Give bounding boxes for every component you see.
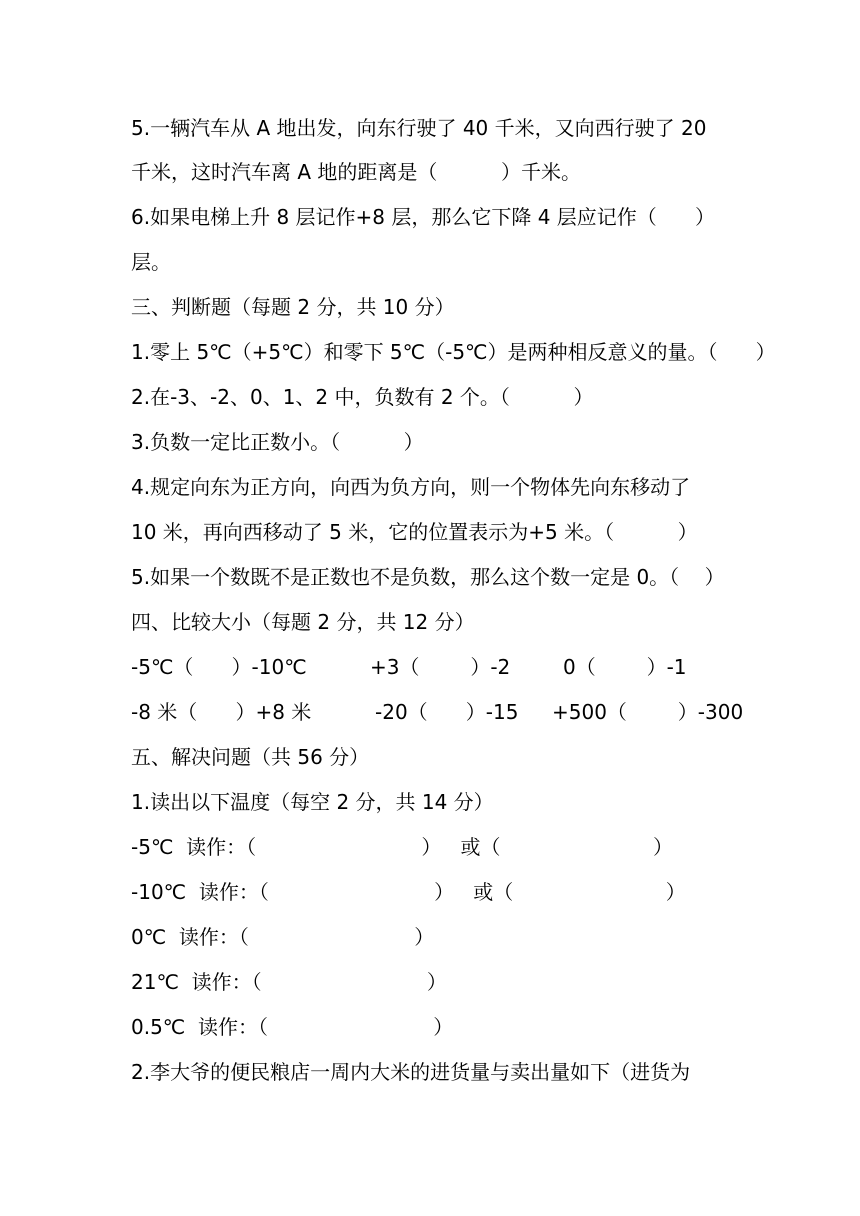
- reading-item: 0℃ 读作：（ ）: [131, 925, 435, 949]
- question-5-line-2: 千米，这时汽车离 A 地的距离是（ ）千米。: [131, 160, 581, 184]
- reading-item: -10℃ 读作：（ ） 或（ ）: [131, 880, 686, 904]
- question-5-line-1: 5.一辆汽车从 A 地出发，向东行驶了 40 千米，又向西行驶了 20: [131, 116, 707, 140]
- reading-item: 0.5℃ 读作：（ ）: [131, 1015, 454, 1039]
- judgement-2: 2.在-3、-2、0、1、2 中，负数有 2 个。（ ）: [131, 385, 594, 409]
- judgement-1: 1.零上 5℃（+5℃）和零下 5℃（-5℃）是两种相反意义的量。（ ）: [131, 340, 776, 364]
- reading-item: -5℃ 读作：（ ） 或（ ）: [131, 835, 674, 859]
- judgement-4-line-2: 10 米，再向西移动了 5 米，它的位置表示为+5 米。（ ）: [131, 520, 698, 544]
- compare-item: +500（ ）-300: [552, 700, 744, 724]
- compare-item: -20（ ）-15: [375, 700, 519, 724]
- problem-1-heading: 1.读出以下温度（每空 2 分，共 14 分）: [131, 790, 494, 814]
- compare-item: 0（ ）-1: [563, 655, 687, 679]
- section-heading-compare: 四、比较大小（每题 2 分，共 12 分）: [131, 610, 475, 634]
- section-heading-judgement: 三、判断题（每题 2 分，共 10 分）: [131, 295, 455, 319]
- judgement-3: 3.负数一定比正数小。（ ）: [131, 430, 424, 454]
- judgement-4-line-1: 4.规定向东为正方向，向西为负方向，则一个物体先向东移动了: [131, 475, 691, 499]
- compare-item: -5℃（ ）-10℃: [131, 655, 307, 679]
- compare-item: -8 米（ ）+8 米: [131, 700, 312, 724]
- reading-item: 21℃ 读作：（ ）: [131, 970, 447, 994]
- compare-item: +3（ ）-2: [370, 655, 511, 679]
- judgement-5: 5.如果一个数既不是正数也不是负数，那么这个数一定是 0。（ ）: [131, 565, 725, 589]
- problem-2-line-1: 2.李大爷的便民粮店一周内大米的进货量与卖出量如下（进货为: [131, 1060, 691, 1084]
- question-6-line-1: 6.如果电梯上升 8 层记作+8 层，那么它下降 4 层应记作（ ）: [131, 205, 715, 229]
- section-heading-problems: 五、解决问题（共 56 分）: [131, 745, 370, 769]
- question-6-line-2: 层。: [131, 250, 171, 274]
